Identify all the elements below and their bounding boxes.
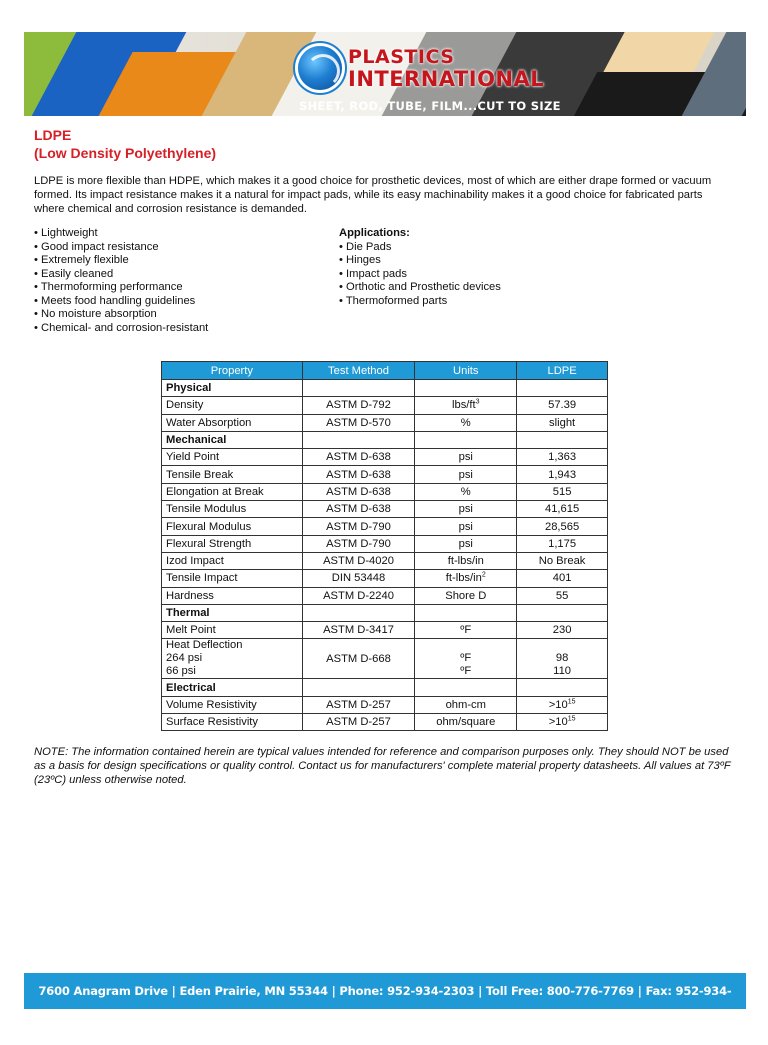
cell-value: 28,565: [517, 518, 608, 535]
list-item: • Thermoformed parts: [339, 294, 448, 307]
list-item: • Meets food handling guidelines: [34, 294, 196, 307]
cell-method: ASTM D-638: [302, 466, 415, 483]
logo-brand-line1: PLASTICS: [348, 46, 455, 68]
cell-units: ohm/square: [415, 714, 517, 731]
table-row: [162, 414, 608, 431]
cell-method: ASTM D-2240: [302, 587, 415, 604]
cell-units: psi: [415, 466, 517, 483]
cell-property: Water Absorption: [162, 414, 303, 431]
property-table: [161, 361, 608, 731]
header-banner: [24, 32, 746, 116]
table-row: [162, 466, 608, 483]
cell-units: psi: [415, 535, 517, 552]
cell-units: %: [415, 483, 517, 500]
applications-heading: Applications:: [339, 227, 410, 239]
cell-value: 57.39: [517, 397, 608, 414]
cell-property: Hardness: [162, 587, 303, 604]
list-item: • Chemical- and corrosion-resistant: [34, 321, 209, 334]
cell-value: 1,175: [517, 535, 608, 552]
table-row: [162, 449, 608, 466]
cell-value: 401: [517, 570, 608, 587]
title-line1: LDPE: [34, 127, 72, 143]
section-label: Electrical: [162, 679, 303, 696]
title-line2: (Low Density Polyethylene): [34, 145, 217, 161]
table-row: [162, 696, 608, 713]
cell-value: 98 110: [517, 639, 608, 679]
cell-method: ASTM D-257: [302, 696, 415, 713]
cell-property: Izod Impact: [162, 552, 303, 569]
cell-property: Flexural Modulus: [162, 518, 303, 535]
cell-method: ASTM D-790: [302, 518, 415, 535]
header-property: Property: [162, 362, 303, 380]
header-units: Units: [415, 362, 517, 380]
cell-method: ASTM D-790: [302, 535, 415, 552]
cell-value: $>10^{15}$: [517, 696, 608, 713]
list-item: • Impact pads: [339, 267, 407, 280]
table-row: [162, 552, 608, 569]
cell-property: Tensile Impact: [162, 570, 303, 587]
list-item: • Lightweight: [34, 227, 98, 239]
cell-method: ASTM D-638: [302, 483, 415, 500]
section-label: Thermal: [162, 604, 303, 621]
cell-method: ASTM D-638: [302, 501, 415, 518]
cell-value: 1,943: [517, 466, 608, 483]
cell-units: ohm-cm: [415, 696, 517, 713]
section-row-thermal: [162, 604, 608, 621]
cell-value: 55: [517, 587, 608, 604]
cell-property: Volume Resistivity: [162, 696, 303, 713]
cell-units: Shore D: [415, 587, 517, 604]
cell-property: Tensile Modulus: [162, 501, 303, 518]
cell-units: psi: [415, 449, 517, 466]
table-row: [162, 587, 608, 604]
cell-property: Yield Point: [162, 449, 303, 466]
cell-property: Elongation at Break: [162, 483, 303, 500]
intro-paragraph: LDPE is more flexible than HDPE, which makes it a good choice for prosthetic devices, most of which are either drape formed or vacuum formed. Its impact resistance makes it a natural for impact pads, while its easy machinability makes it a good choice for fabricated parts where chemical and corrosion resistance is demanded.: [34, 175, 712, 215]
list-item: • Hinges: [339, 254, 381, 266]
cell-method: DIN 53448: [302, 570, 415, 587]
cell-property: Density: [162, 397, 303, 414]
list-item: • Good impact resistance: [34, 240, 159, 253]
cell-method: ASTM D-257: [302, 714, 415, 731]
section-row-physical: [162, 380, 608, 397]
section-label: Physical: [162, 380, 303, 397]
table-row: [162, 518, 608, 535]
cell-property: Melt Point: [162, 622, 303, 639]
cell-units: ºF: [415, 622, 517, 639]
cell-method: ASTM D-638: [302, 449, 415, 466]
applications-list: [339, 227, 501, 308]
cell-units: ft-lbs/in: [415, 552, 517, 569]
cell-value: No Break: [517, 552, 608, 569]
cell-method: ASTM D-792: [302, 397, 415, 414]
list-item: • Die Pads: [339, 240, 392, 253]
cell-property: Heat Deflection 264 psi 66 psi: [162, 639, 303, 679]
cell-method: ASTM D-4020: [302, 552, 415, 569]
list-item: • Easily cleaned: [34, 267, 114, 280]
cell-value: 1,363: [517, 449, 608, 466]
section-row-mechanical: [162, 431, 608, 448]
list-item: • No moisture absorption: [34, 308, 157, 320]
table-row: [162, 639, 608, 679]
table-row: [162, 535, 608, 552]
cell-units: ºF ºF: [415, 639, 517, 679]
list-item: • Extremely flexible: [34, 254, 129, 266]
list-item: • Thermoforming performance: [34, 281, 183, 293]
cell-value: 515: [517, 483, 608, 500]
cell-units: %: [415, 414, 517, 431]
table-row: [162, 570, 608, 587]
section-row-electrical: [162, 679, 608, 696]
footer-contact-bar: 7600 Anagram Drive | Eden Prairie, MN 55344 | Phone: 952-934-2303 | Toll Free: 800-776-7769 | Fax: 952-934-2314 | www.plasticsintl.com: [24, 973, 746, 1009]
table-row: [162, 714, 608, 731]
cell-units: $ft-lbs/in^2$: [415, 570, 517, 587]
cell-value: $>10^{15}$: [517, 714, 608, 731]
cell-method: ASTM D-3417: [302, 622, 415, 639]
header-test-method: Test Method: [302, 362, 415, 380]
table-row: [162, 501, 608, 518]
table-row: [162, 397, 608, 414]
globe-icon: [298, 46, 342, 90]
header-ldpe: LDPE: [517, 362, 608, 380]
tagline: SHEET, ROD, TUBE, FILM...CUT TO SIZE: [299, 99, 561, 113]
section-label: Mechanical: [162, 431, 303, 448]
cell-units: psi: [415, 518, 517, 535]
cell-method: ASTM D-668: [302, 639, 415, 679]
cell-value: slight: [517, 414, 608, 431]
cell-property: Surface Resistivity: [162, 714, 303, 731]
page-title: [34, 126, 216, 162]
table-row: [162, 622, 608, 639]
cell-method: ASTM D-570: [302, 414, 415, 431]
cell-units: psi: [415, 501, 517, 518]
table-header-row: [162, 362, 608, 380]
cell-property: Tensile Break: [162, 466, 303, 483]
list-item: • Orthotic and Prosthetic devices: [339, 281, 501, 293]
table-row: [162, 483, 608, 500]
cell-value: 230: [517, 622, 608, 639]
cell-value: 41,615: [517, 501, 608, 518]
cell-property: Flexural Strength: [162, 535, 303, 552]
disclaimer-note: NOTE: The information contained herein are typical values intended for reference and comparison purposes only. They should NOT be used as a basis for design specifications or quality control. Contact us for manufacturers' complete material property datasheets. All values at 73ºF (23ºC) unless otherwise noted.: [34, 746, 731, 786]
feature-list: [34, 227, 208, 335]
cell-units: lbs/$ft^3$: [415, 397, 517, 414]
logo-brand-line2: INTERNATIONAL: [348, 67, 545, 91]
